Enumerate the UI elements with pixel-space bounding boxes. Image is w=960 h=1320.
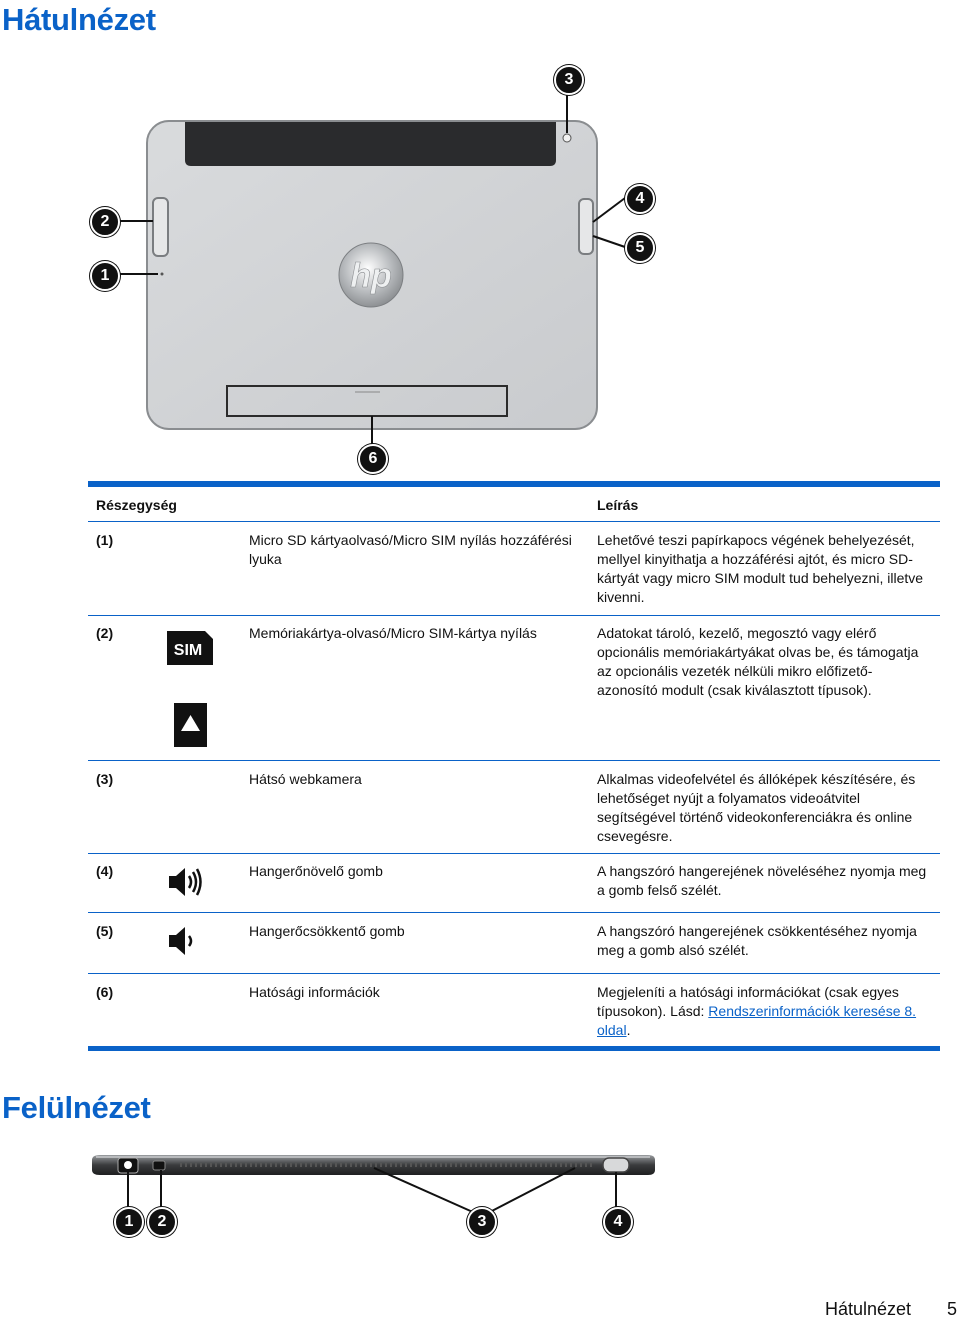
callout-1: 1	[90, 261, 120, 291]
row-1-description: Lehetővé teszi papírkapocs végének behelyezését, mellyel kinyithatja a hozzáférési ajtót, és micro SD-kártyát vagy micro SIM modult tud behelyezni, illetve kivenni.	[597, 532, 924, 605]
callout-3: 3	[554, 65, 584, 95]
row-divider	[88, 760, 940, 761]
volume-down-icon	[167, 925, 201, 957]
row-3-number: (3)	[96, 771, 114, 787]
rear-webcam	[563, 134, 571, 142]
components-table	[88, 481, 940, 487]
hp-logo-text: hp	[350, 257, 392, 295]
row-divider	[88, 521, 940, 522]
row-6-component: Hatósági információk	[249, 984, 380, 1000]
row-6-description-end: .	[626, 1022, 631, 1038]
access-hole	[161, 273, 164, 276]
row-6-number: (6)	[96, 984, 114, 1000]
callout-2: 2	[90, 207, 120, 237]
svg-text:SIM: SIM	[173, 642, 203, 659]
callout-5: 5	[625, 233, 655, 263]
power-button	[603, 1158, 629, 1172]
tablet-back-illustration	[0, 55, 960, 480]
row-divider	[88, 615, 940, 616]
row-1-component: Micro SD kártyaolvasó/Micro SIM nyílás hozzáférési lyuka	[249, 532, 572, 567]
table-top-rule	[88, 481, 940, 487]
camera-strip	[185, 122, 556, 166]
section-title-back-view: Hátulnézet	[2, 2, 156, 37]
page-number: 5	[947, 1299, 958, 1319]
top-callout-3: 3	[467, 1207, 497, 1237]
row-5-number: (5)	[96, 923, 114, 939]
volume-up-icon	[167, 866, 205, 898]
memory-card-slot	[153, 198, 168, 256]
sim-card-icon	[167, 631, 213, 665]
table-bottom-rule	[88, 1046, 940, 1051]
volume-rocker	[579, 199, 593, 254]
section-title-top-view: Felülnézet	[2, 1090, 151, 1125]
row-2-number: (2)	[96, 625, 114, 641]
row-3-component: Hátsó webkamera	[249, 771, 362, 787]
row-4-component: Hangerőnövelő gomb	[249, 863, 383, 879]
row-3-description: Alkalmas videofelvétel és állóképek készítésére, és lehetőséget nyújt a folyamatos videoátvitel segítségével történő videokonferenciákra és online csevegésre.	[597, 771, 916, 844]
top-callout-4: 4	[603, 1207, 633, 1237]
top-callout-2: 2	[147, 1207, 177, 1237]
memory-card-icon	[174, 703, 207, 747]
row-4-description: A hangszóró hangerejének növeléséhez nyomja meg a gomb felső szélét.	[597, 863, 927, 898]
header-component: Részegység	[96, 497, 177, 513]
row-divider	[88, 853, 940, 854]
row-1-number: (1)	[96, 532, 114, 548]
row-4-number: (4)	[96, 863, 114, 879]
callout-4: 4	[625, 184, 655, 214]
row-6-description	[597, 983, 932, 1040]
row-2-description: Adatokat tároló, kezelő, megosztó vagy elérő opcionális memóriakártyákat olvas be, és támogatja az opcionális vezeték nélküli mikro előfizető-azonosító modult (csak kiválasztott típusok).	[597, 625, 919, 698]
row-5-component: Hangerőcsökkentő gomb	[249, 923, 405, 939]
row-6-description-text: Megjeleníti a hatósági információkat (csak egyes típusokon). Lásd:	[597, 984, 899, 1019]
row-divider	[88, 973, 940, 974]
footer-section-name: Hátulnézet	[825, 1299, 912, 1319]
system-info-link[interactable]: Rendszerinformációk keresése 8. oldal	[597, 1003, 917, 1038]
microphone	[153, 1161, 165, 1170]
callout-6: 6	[358, 444, 388, 474]
row-divider	[88, 912, 940, 913]
row-5-description: A hangszóró hangerejének csökkentéséhez nyomja meg a gomb alsó szélét.	[597, 923, 917, 958]
top-callout-1: 1	[114, 1207, 144, 1237]
header-description: Leírás	[597, 497, 639, 513]
row-2-component: Memóriakártya-olvasó/Micro SIM-kártya nyílás	[249, 625, 537, 641]
